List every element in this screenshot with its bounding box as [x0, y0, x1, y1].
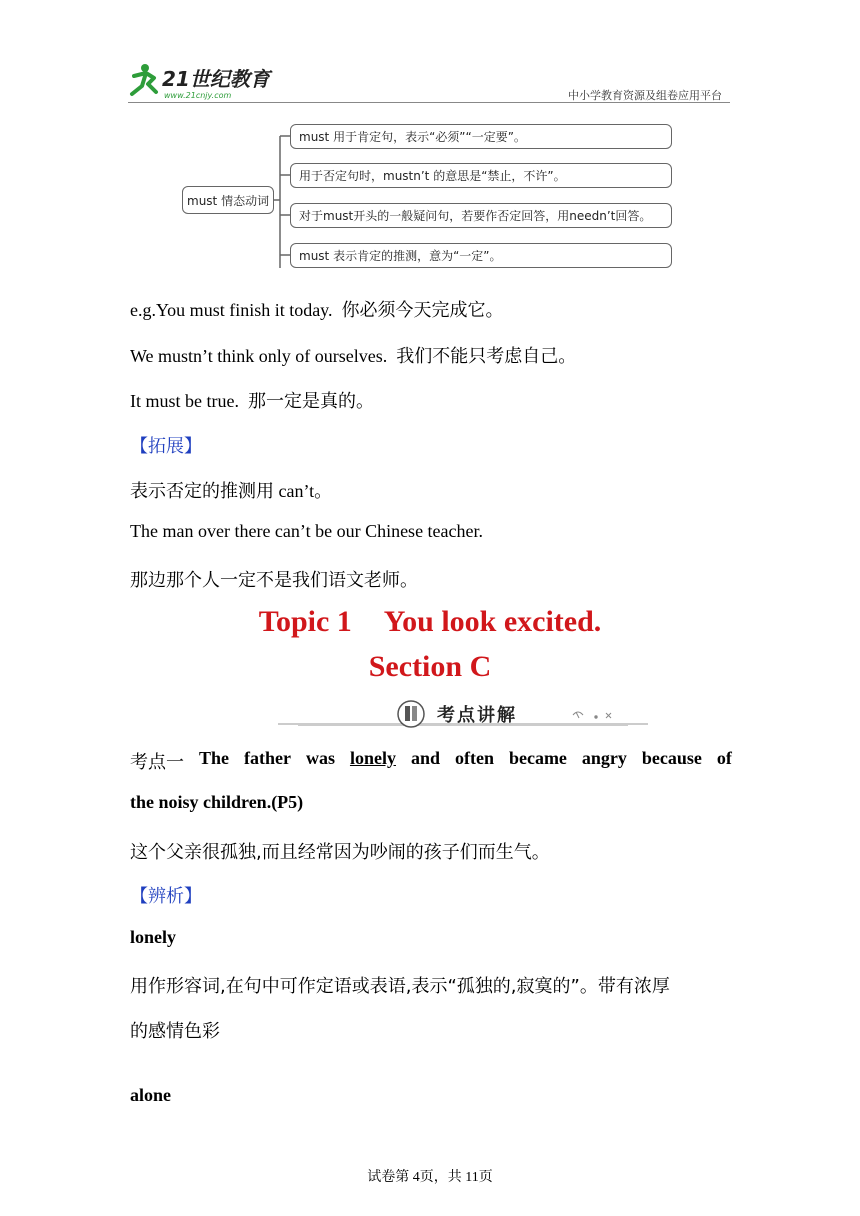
logo-main-text: 21世纪教育: [162, 67, 270, 91]
mindmap-branch: 用于否定句时，mustn’t 的意思是“禁止，不许”。: [290, 163, 672, 188]
expand-example-cn: 那边那个人一定不是我们语文老师。: [130, 570, 418, 591]
point1-translation: 这个父亲很孤独,而且经常因为吵闹的孩子们而生气。: [130, 842, 550, 863]
mindmap-branch: must 用于肯定句，表示“必须”“一定要”。: [290, 124, 672, 149]
logo-21cnjy: [128, 62, 278, 102]
keyword-lonely: lonely: [349, 748, 396, 768]
analysis-desc-line1: 用作形容词,在句中可作定语或表语,表示“孤独的,寂寞的”。带有浓厚: [130, 976, 670, 997]
analysis-desc-line2: 的感情色彩: [130, 1021, 220, 1042]
page-footer: 试卷第 4页，共 11页: [367, 1170, 493, 1185]
mindmap-root: must 情态动词: [182, 186, 274, 214]
logo-url-text: www.21cnjy.com: [164, 91, 232, 100]
mindmap-branch: 对于must开头的一般疑问句，若要作否定回答，用needn’t回答。: [290, 203, 672, 228]
example-line: It must be true. 那一定是真的。: [130, 391, 374, 412]
leaf-decoration-icon: [573, 712, 611, 718]
example-line: We mustn’t think only of ourselves. 我们不能只考虑自己。: [130, 346, 577, 367]
banner-label: 考点讲解: [437, 705, 517, 726]
analysis-heading: 【辨析】: [130, 886, 202, 907]
runner-icon: [132, 64, 156, 94]
expand-example-en: The man over there can’t be our Chinese teacher.: [130, 521, 484, 541]
expand-heading: 【拓展】: [130, 436, 202, 457]
section-title: Section C: [368, 650, 492, 683]
platform-name: 中小学教育资源及组卷应用平台: [568, 89, 722, 102]
mindmap-branch: must 表示肯定的推测，意为“一定”。: [290, 243, 672, 268]
expand-rule: 表示否定的推测用 can’t。: [130, 481, 333, 502]
analysis-word-lonely: lonely: [130, 927, 177, 947]
topic-title: Topic 1 You look excited.: [258, 605, 602, 638]
analysis-word-alone: alone: [130, 1085, 172, 1105]
point1-line2: the noisy children.(P5): [130, 792, 304, 812]
header-divider: [128, 102, 730, 103]
example-line: e.g.You must finish it today. 你必须今天完成它。: [130, 300, 504, 321]
point1-line1: 考点一 The father was lonely and often became angry because of: [130, 748, 732, 773]
book-icon: [398, 701, 424, 727]
